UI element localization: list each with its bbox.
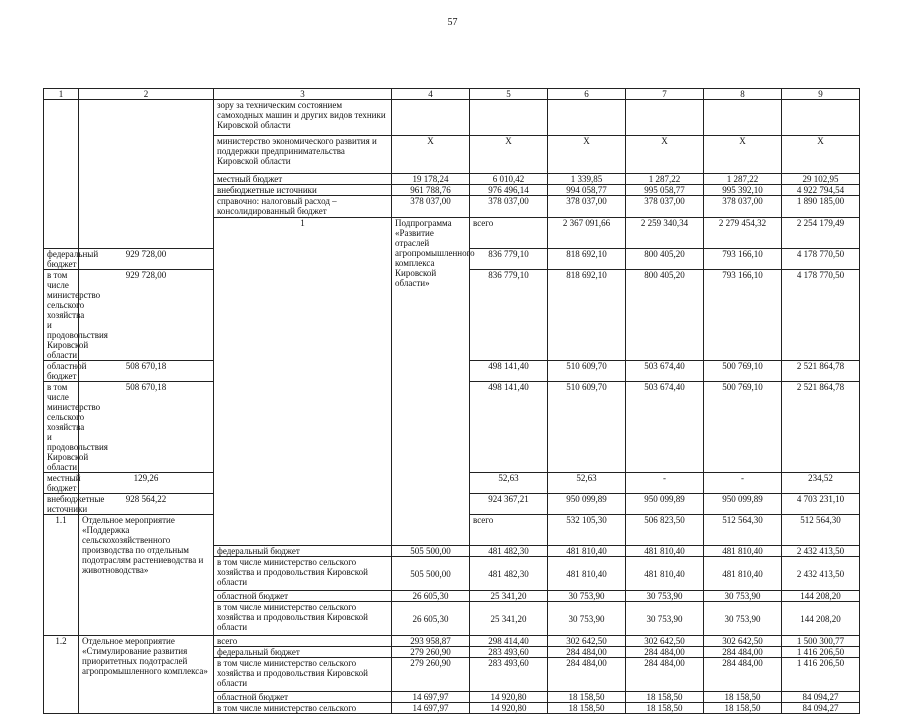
value-cell: 378 037,00 (704, 196, 782, 218)
value-cell: 510 609,70 (548, 361, 626, 382)
value-cell: 2 254 179,49 (782, 218, 860, 249)
value-cell: 284 484,00 (626, 658, 704, 692)
value-cell (782, 100, 860, 136)
value-cell: 836 779,10 (470, 249, 548, 270)
value-cell: 481 482,30 (470, 546, 548, 557)
value-cell: 18 158,50 (626, 692, 704, 703)
column-header: 6 (548, 89, 626, 100)
value-cell: 302 642,50 (548, 636, 626, 647)
table-row (44, 636, 860, 647)
value-cell: 30 753,90 (548, 602, 626, 636)
value-cell: 512 564,30 (782, 515, 860, 546)
funding-source-cell: в том числе министерство сельского хозяйства и продовольствия Кировской области (44, 382, 79, 473)
value-cell: 505 500,00 (392, 557, 470, 591)
value-cell: 1 339,85 (548, 174, 626, 185)
value-cell: 1 287,22 (704, 174, 782, 185)
value-cell: 481 810,40 (626, 557, 704, 591)
value-cell: - (626, 473, 704, 494)
value-cell: 378 037,00 (548, 196, 626, 218)
value-cell: 793 166,10 (704, 270, 782, 361)
funding-source-cell: областной бюджет (214, 591, 392, 602)
value-cell: 30 753,90 (704, 591, 782, 602)
value-cell: 500 769,10 (704, 361, 782, 382)
value-cell: - (704, 473, 782, 494)
funding-source-cell: местный бюджет (44, 473, 79, 494)
value-cell: 284 484,00 (704, 658, 782, 692)
value-cell (470, 100, 548, 136)
value-cell: 302 642,50 (626, 636, 704, 647)
funding-source-cell: областной бюджет (214, 692, 392, 703)
value-cell: 18 158,50 (704, 703, 782, 714)
funding-source-cell: в том числе министерство сельского хозяйства и продовольствия Кировской области (214, 658, 392, 692)
value-cell (392, 100, 470, 136)
value-cell: 14 697,97 (392, 692, 470, 703)
value-cell: 800 405,20 (626, 270, 704, 361)
value-cell: 481 810,40 (626, 546, 704, 557)
table-row (44, 100, 860, 136)
column-header: 1 (44, 89, 79, 100)
value-cell: 2 521 864,78 (782, 382, 860, 473)
value-cell: 18 158,50 (704, 692, 782, 703)
value-cell: 14 920,80 (470, 703, 548, 714)
row-number-cell: 1.2 (44, 636, 79, 714)
value-cell: 1 500 300,77 (782, 636, 860, 647)
funding-source-cell: местный бюджет (214, 174, 392, 185)
value-cell: 929 728,00 (79, 270, 214, 361)
value-cell: 503 674,40 (626, 361, 704, 382)
value-cell: 950 099,89 (626, 494, 704, 515)
funding-source-cell: в том числе министерство сельского хозяйства и продовольствия Кировской области (214, 602, 392, 636)
header-row (44, 89, 860, 100)
value-cell: 18 158,50 (548, 703, 626, 714)
value-cell: X (470, 136, 548, 174)
value-cell: 995 392,10 (704, 185, 782, 196)
value-cell: X (548, 136, 626, 174)
value-cell: 512 564,30 (704, 515, 782, 546)
value-cell: 2 279 454,32 (704, 218, 782, 249)
value-cell: 793 166,10 (704, 249, 782, 270)
value-cell: 284 484,00 (626, 647, 704, 658)
value-cell: 481 810,40 (548, 546, 626, 557)
value-cell: X (782, 136, 860, 174)
value-cell: X (392, 136, 470, 174)
value-cell: 481 810,40 (704, 557, 782, 591)
value-cell: 1 890 185,00 (782, 196, 860, 218)
value-cell: 498 141,40 (470, 382, 548, 473)
value-cell: 279 260,90 (392, 647, 470, 658)
value-cell: 144 208,20 (782, 602, 860, 636)
value-cell: 481 482,30 (470, 557, 548, 591)
program-name-cell: Отдельное мероприятие «Стимулирование развития приоритетных подотраслей агропромышленного комплекса» (79, 636, 214, 714)
value-cell: 144 208,20 (782, 591, 860, 602)
value-cell: 532 105,30 (548, 515, 626, 546)
value-cell (704, 100, 782, 136)
value-cell: 2 432 413,50 (782, 557, 860, 591)
funding-source-cell: в том числе министерство сельского (214, 703, 392, 714)
value-cell: 961 788,76 (392, 185, 470, 196)
funding-source-cell: в том числе министерство сельского хозяйства и продовольствия Кировской области (44, 270, 79, 361)
value-cell: 2 521 864,78 (782, 361, 860, 382)
funding-source-cell: зору за техническим состоянием самоходных машин и других видов техники Кировской области (214, 100, 392, 136)
value-cell: 19 178,24 (392, 174, 470, 185)
page-number: 57 (447, 17, 458, 28)
value-cell: 481 810,40 (548, 557, 626, 591)
value-cell: 2 259 340,34 (626, 218, 704, 249)
funding-source-cell: федеральный бюджет (214, 647, 392, 658)
column-header: 4 (392, 89, 470, 100)
value-cell: 995 058,77 (626, 185, 704, 196)
value-cell: 52,63 (548, 473, 626, 494)
value-cell: 994 058,77 (548, 185, 626, 196)
value-cell: 508 670,18 (79, 382, 214, 473)
value-cell: 84 094,27 (782, 692, 860, 703)
value-cell: X (626, 136, 704, 174)
value-cell: 4 703 231,10 (782, 494, 860, 515)
value-cell: X (704, 136, 782, 174)
value-cell: 30 753,90 (548, 591, 626, 602)
funding-source-cell: внебюджетные источники (214, 185, 392, 196)
value-cell: 2 367 091,66 (548, 218, 626, 249)
value-cell: 950 099,89 (548, 494, 626, 515)
column-header: 9 (782, 89, 860, 100)
value-cell: 18 158,50 (548, 692, 626, 703)
value-cell: 284 484,00 (548, 658, 626, 692)
value-cell: 800 405,20 (626, 249, 704, 270)
column-header: 5 (470, 89, 548, 100)
value-cell: 25 341,20 (470, 602, 548, 636)
value-cell: 284 484,00 (704, 647, 782, 658)
value-cell: 818 692,10 (548, 270, 626, 361)
funding-source-cell: всего (470, 218, 548, 249)
funding-source-cell: в том числе министерство сельского хозяйства и продовольствия Кировской области (214, 557, 392, 591)
value-cell: 1 287,22 (626, 174, 704, 185)
value-cell: 1 416 206,50 (782, 658, 860, 692)
value-cell: 25 341,20 (470, 591, 548, 602)
funding-source-cell: федеральный бюджет (214, 546, 392, 557)
row-number-cell: 1.1 (44, 515, 79, 636)
table-body (44, 100, 860, 714)
value-cell: 6 010,42 (470, 174, 548, 185)
value-cell: 950 099,89 (704, 494, 782, 515)
value-cell: 234,52 (782, 473, 860, 494)
value-cell: 26 605,30 (392, 591, 470, 602)
value-cell: 505 500,00 (392, 546, 470, 557)
value-cell: 30 753,90 (626, 602, 704, 636)
value-cell (626, 100, 704, 136)
value-cell: 2 432 413,50 (782, 546, 860, 557)
funding-source-cell: федеральный бюджет (44, 249, 79, 270)
value-cell: 481 810,40 (704, 546, 782, 557)
value-cell: 510 609,70 (548, 382, 626, 473)
value-cell: 976 496,14 (470, 185, 548, 196)
budget-table (43, 88, 860, 714)
funding-source-cell: справочно: налоговый расход – консолидированный бюджет (214, 196, 392, 218)
value-cell: 283 493,60 (470, 658, 548, 692)
row-number-cell (44, 100, 79, 249)
value-cell: 924 367,21 (470, 494, 548, 515)
column-header: 2 (79, 89, 214, 100)
funding-source-cell: областной бюджет (44, 361, 79, 382)
value-cell: 378 037,00 (392, 196, 470, 218)
value-cell: 1 416 206,50 (782, 647, 860, 658)
row-number-cell: 1 (214, 218, 392, 546)
value-cell: 928 564,22 (79, 494, 214, 515)
column-header: 8 (704, 89, 782, 100)
value-cell: 508 670,18 (79, 361, 214, 382)
funding-source-cell: всего (214, 636, 392, 647)
value-cell: 818 692,10 (548, 249, 626, 270)
value-cell: 14 920,80 (470, 692, 548, 703)
value-cell: 506 823,50 (626, 515, 704, 546)
value-cell: 836 779,10 (470, 270, 548, 361)
value-cell: 498 141,40 (470, 361, 548, 382)
funding-source-cell: внебюджетные источники (44, 494, 79, 515)
value-cell: 30 753,90 (704, 602, 782, 636)
value-cell: 4 922 794,54 (782, 185, 860, 196)
value-cell: 378 037,00 (470, 196, 548, 218)
column-header: 3 (214, 89, 392, 100)
program-name-cell: Подпрограмма «Развитие отраслей агропромышленного комплекса Кировской области» (392, 218, 470, 546)
funding-source-cell: министерство экономического развития и поддержки предпринимательства Кировской области (214, 136, 392, 174)
value-cell: 284 484,00 (548, 647, 626, 658)
value-cell: 26 605,30 (392, 602, 470, 636)
value-cell: 298 414,40 (470, 636, 548, 647)
value-cell: 279 260,90 (392, 658, 470, 692)
column-header: 7 (626, 89, 704, 100)
value-cell: 283 493,60 (470, 647, 548, 658)
value-cell: 84 094,27 (782, 703, 860, 714)
program-name-cell: Отдельное мероприятие «Поддержка сельскохозяйственного производства по отдельным подотраслям растениеводства и животноводства» (79, 515, 214, 636)
value-cell (548, 100, 626, 136)
value-cell: 14 697,97 (392, 703, 470, 714)
value-cell: 29 102,95 (782, 174, 860, 185)
value-cell: 129,26 (79, 473, 214, 494)
value-cell: 4 178 770,50 (782, 249, 860, 270)
funding-source-cell: всего (470, 515, 548, 546)
value-cell: 378 037,00 (626, 196, 704, 218)
value-cell: 293 958,87 (392, 636, 470, 647)
value-cell: 302 642,50 (704, 636, 782, 647)
value-cell: 500 769,10 (704, 382, 782, 473)
value-cell: 52,63 (470, 473, 548, 494)
value-cell: 18 158,50 (626, 703, 704, 714)
value-cell: 503 674,40 (626, 382, 704, 473)
value-cell: 929 728,00 (79, 249, 214, 270)
value-cell: 4 178 770,50 (782, 270, 860, 361)
value-cell: 30 753,90 (626, 591, 704, 602)
program-name-cell (79, 100, 214, 249)
